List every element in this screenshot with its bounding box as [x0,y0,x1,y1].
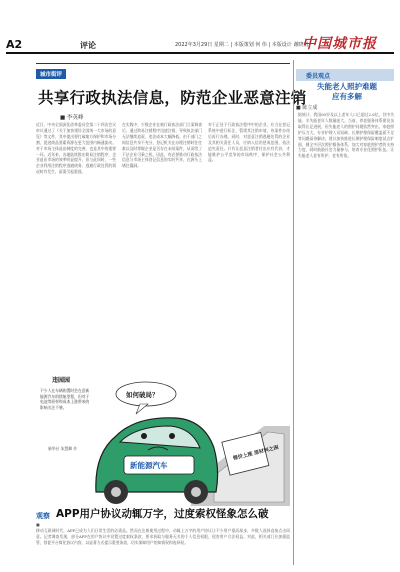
right-column-tag [296,69,394,81]
header-divider [6,52,394,54]
article-top-rule [36,63,290,64]
right-column-body: 据统计，我国60岁及以上老年人口已超过2.6亿，其中失能、半失能老年人数量庞大。当前，养老服务体系建设虽取得长足进展，但失能老人的照护问题依然突出，家庭照护压力大、专业护理人员短缺、长期护理保险覆盖面不足等问题亟待解决。建议加快推进长期护理保险制度试点扩面，健全多层次照护服务体系，加大对家庭照护者的支持力度，同时鼓励社会力量参与，培育专业化照护队伍，让失能老人老有所护、老有所依。 [298,112,394,159]
page-number: A2 [6,38,23,51]
right-column-headline-line: 失能老人照护难题 [317,82,377,91]
cartoon-illustration [36,364,290,506]
right-column-headline-line: 应有多解 [332,91,362,101]
column-divider [293,60,294,565]
main-byline: ■ 李英峰 [60,115,84,121]
right-column-headline [300,82,394,101]
sign-label: 锂价上涨 原材料之困 [232,444,280,462]
page-header [0,0,400,52]
observation-tag: 观察 [36,512,50,520]
app-article-headline: APP用户协议动辄万字，过度索权怪象怎么破 [56,508,269,520]
app-article-body: 移动互联网时代，APP已成为人们日常生活的必需品。然而在注册使用过程中，动辄上万字的用户协议让不少用户望而却步，多数人选择直接点击同意。记者调查发现，部分APP在用户协议中设置过度索权条款，要求获取与服务无关的个人信息权限，侵害用户合法权益。对此，相关部门应加强监管，督促平台简化协议内容，以显著方式提示重要条款，切实保障用户的知情权和选择权。 [36,528,290,545]
main-body-col1: 近日，中央全面深化改革委员会第二十四次会议审议通过了《关于加快建设全国统一大市场的意见》等文件，其中提出要打破地方保护和市场分割，促进商品要素资源在更大范围内畅通流动。对于市场主体退出制度的完善，也是其中的重要一环。近年来，各地陆续推出简易注销程序，企业退出市场的效率明显提升，但与此同时，一些企业利用注销程序逃避债务、逃避行政处罚的情况时有发生，亟需引起重视。 [36,122,116,175]
main-body-col3: 对于正处于行政执法程序中的企业，应当在登记系统中进行标注，暂缓其注销申请，待案件办结后再行办理。同时，对恶意注销逃避处罚的企业及其相关责任人员，应纳入信用惩戒范围，依法追究责任。只有让恶意注销者付出应有代价，才能维护公平竞争的市场秩序，保护社会公共利益。 [208,122,290,163]
cartoon-title: 违园园 [52,377,71,384]
newspaper-logo: 中国城市报 [302,36,377,52]
column-tag: 城市街评 [36,69,66,79]
dateline: 2022年3月29日 星期二 | 本版策划 何 伟 | 本版设计 谢晓雨 [175,42,309,48]
cartoon-caption: 不少人在车辆购置时会在意新能源汽车的续航里程，但对于电池等原材料成本上涨带来的影响关注不够。 [40,388,90,410]
car-label: 新能源汽车 [130,461,168,470]
right-column-tag-label: 委员观点 [306,73,331,80]
speech-text: 如何破局？ [126,391,159,399]
main-headline: 共享行政执法信息，防范企业恶意注销 [38,89,307,107]
right-column-byline: ■ 陈立成 [296,105,318,111]
section-name: 评论 [80,41,96,50]
cartoon-credit: 新华社 朱慧卿 作 [48,446,77,451]
main-body-col2: 在实践中，少数企业在被行政执法部门立案调查后，通过简易注销程序迅速注销，导致执法部门无法继续追责，违法成本大幅降低。由于部门之间信息共享不充分，登记机关在办理注销时往往难以及时掌握企业是否存在未结案件，从而给了不法企业可乘之机。因此，有必要推动行政执法信息与市场主体登记信息的实时共享，在源头上堵住漏洞。 [122,122,202,169]
app-byline: ■ [36,522,40,527]
